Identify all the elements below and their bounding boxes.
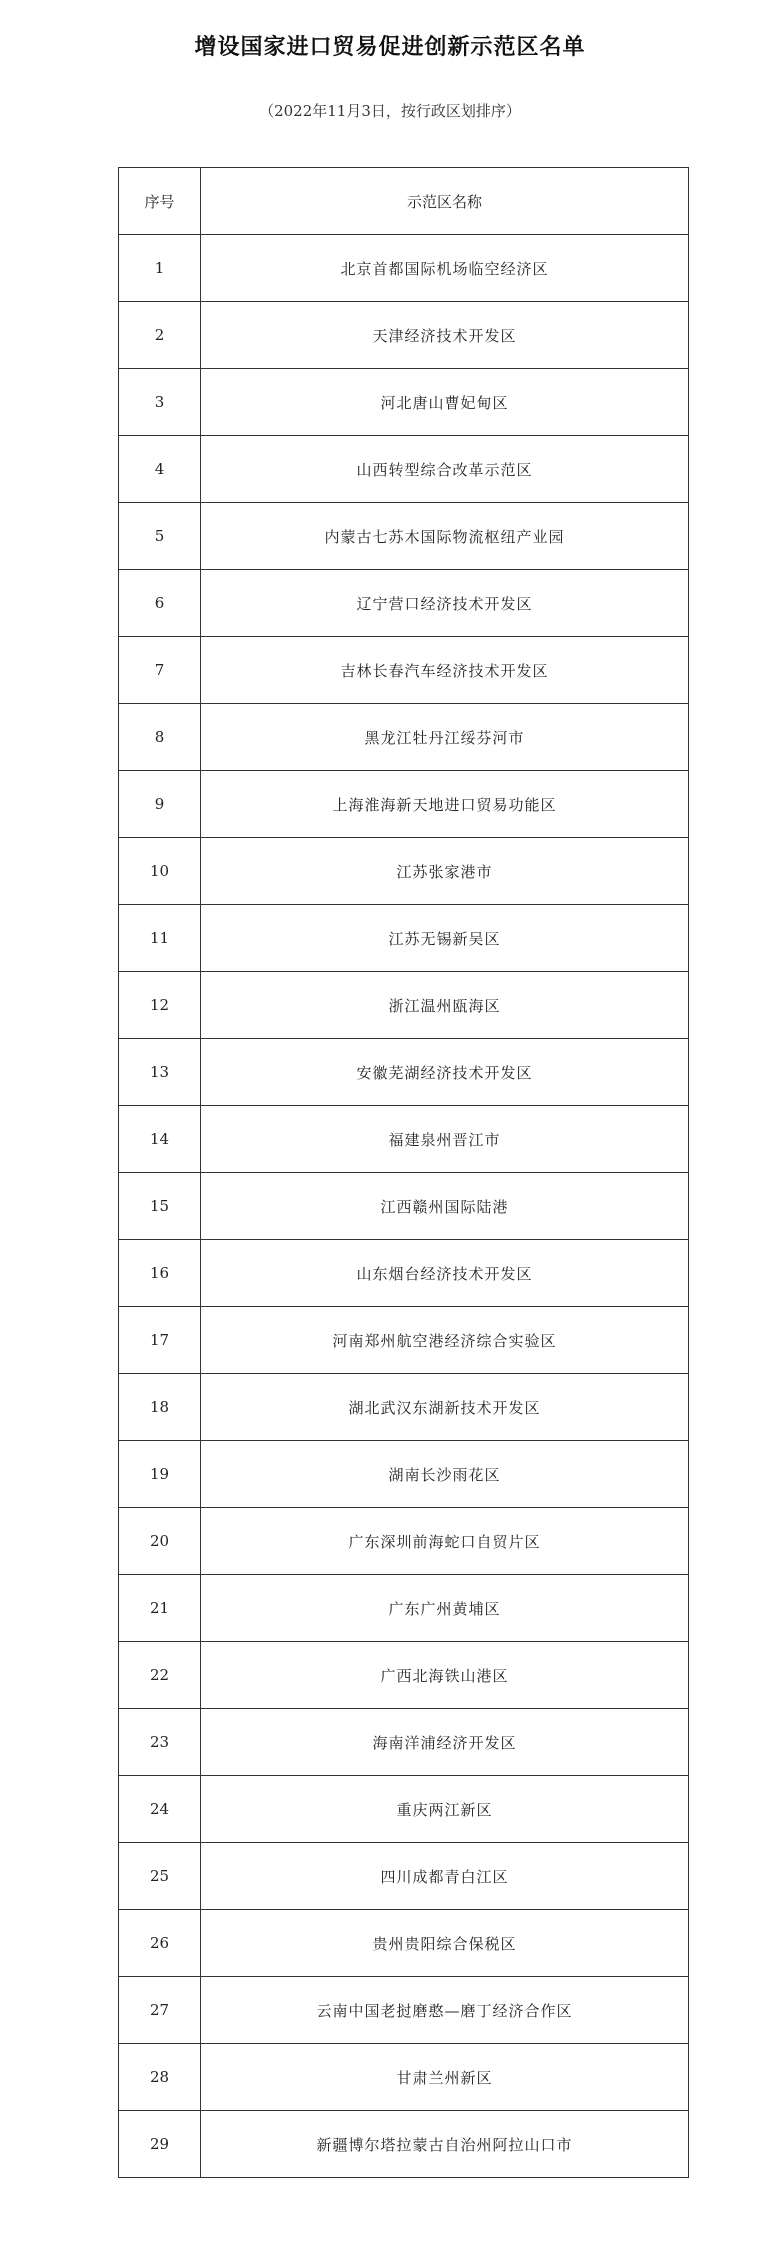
row-serial-number: 10 xyxy=(119,838,201,905)
table-row xyxy=(119,369,689,436)
table-row xyxy=(119,1776,689,1843)
table-row xyxy=(119,1307,689,1374)
table-row xyxy=(119,1575,689,1642)
row-zone-name: 辽宁营口经济技术开发区 xyxy=(201,570,689,637)
table-row xyxy=(119,972,689,1039)
table-header-row xyxy=(119,168,689,235)
table-row xyxy=(119,1441,689,1508)
table-row xyxy=(119,1508,689,1575)
row-zone-name: 四川成都青白江区 xyxy=(201,1843,689,1910)
table-row xyxy=(119,503,689,570)
table-row xyxy=(119,2044,689,2111)
row-serial-number: 17 xyxy=(119,1307,201,1374)
row-zone-name: 上海淮海新天地进口贸易功能区 xyxy=(201,771,689,838)
row-zone-name: 河南郑州航空港经济综合实验区 xyxy=(201,1307,689,1374)
table-row xyxy=(119,1374,689,1441)
row-serial-number: 1 xyxy=(119,235,201,302)
table-row xyxy=(119,302,689,369)
row-zone-name: 安徽芜湖经济技术开发区 xyxy=(201,1039,689,1106)
row-zone-name: 江苏无锡新吴区 xyxy=(201,905,689,972)
table-row xyxy=(119,1240,689,1307)
row-serial-number: 25 xyxy=(119,1843,201,1910)
row-serial-number: 26 xyxy=(119,1910,201,1977)
row-serial-number: 7 xyxy=(119,637,201,704)
row-serial-number: 19 xyxy=(119,1441,201,1508)
row-serial-number: 23 xyxy=(119,1709,201,1776)
table-row xyxy=(119,704,689,771)
row-serial-number: 14 xyxy=(119,1106,201,1173)
row-zone-name: 贵州贵阳综合保税区 xyxy=(201,1910,689,1977)
row-zone-name: 新疆博尔塔拉蒙古自治州阿拉山口市 xyxy=(201,2111,689,2178)
table-row xyxy=(119,771,689,838)
row-serial-number: 29 xyxy=(119,2111,201,2178)
row-serial-number: 11 xyxy=(119,905,201,972)
row-zone-name: 江西赣州国际陆港 xyxy=(201,1173,689,1240)
row-serial-number: 21 xyxy=(119,1575,201,1642)
row-serial-number: 6 xyxy=(119,570,201,637)
row-zone-name: 湖北武汉东湖新技术开发区 xyxy=(201,1374,689,1441)
table-row xyxy=(119,436,689,503)
row-serial-number: 8 xyxy=(119,704,201,771)
row-zone-name: 广东广州黄埔区 xyxy=(201,1575,689,1642)
row-zone-name: 海南洋浦经济开发区 xyxy=(201,1709,689,1776)
table-row xyxy=(119,235,689,302)
row-zone-name: 河北唐山曹妃甸区 xyxy=(201,369,689,436)
header-serial-number: 序号 xyxy=(119,168,201,235)
row-zone-name: 山西转型综合改革示范区 xyxy=(201,436,689,503)
table-row xyxy=(119,1106,689,1173)
document-title: 增设国家进口贸易促进创新示范区名单 xyxy=(194,35,586,60)
row-zone-name: 甘肃兰州新区 xyxy=(201,2044,689,2111)
row-serial-number: 2 xyxy=(119,302,201,369)
row-zone-name: 吉林长春汽车经济技术开发区 xyxy=(201,637,689,704)
row-zone-name: 浙江温州瓯海区 xyxy=(201,972,689,1039)
row-serial-number: 24 xyxy=(119,1776,201,1843)
document-subtitle: （2022年11月3日，按行政区划排序） xyxy=(259,102,521,120)
row-zone-name: 福建泉州晋江市 xyxy=(201,1106,689,1173)
row-serial-number: 12 xyxy=(119,972,201,1039)
row-zone-name: 广西北海铁山港区 xyxy=(201,1642,689,1709)
row-zone-name: 天津经济技术开发区 xyxy=(201,302,689,369)
row-serial-number: 9 xyxy=(119,771,201,838)
row-serial-number: 13 xyxy=(119,1039,201,1106)
row-zone-name: 黑龙江牡丹江绥芬河市 xyxy=(201,704,689,771)
row-zone-name: 江苏张家港市 xyxy=(201,838,689,905)
table-row xyxy=(119,637,689,704)
table-row xyxy=(119,1843,689,1910)
table-row xyxy=(119,1642,689,1709)
table-row xyxy=(119,1039,689,1106)
row-zone-name: 北京首都国际机场临空经济区 xyxy=(201,235,689,302)
row-serial-number: 15 xyxy=(119,1173,201,1240)
table-row xyxy=(119,1173,689,1240)
row-zone-name: 山东烟台经济技术开发区 xyxy=(201,1240,689,1307)
row-zone-name: 内蒙古七苏木国际物流枢纽产业园 xyxy=(201,503,689,570)
row-serial-number: 27 xyxy=(119,1977,201,2044)
table-row xyxy=(119,570,689,637)
row-serial-number: 18 xyxy=(119,1374,201,1441)
demonstration-zone-table xyxy=(118,167,689,2178)
row-zone-name: 重庆两江新区 xyxy=(201,1776,689,1843)
table-row xyxy=(119,838,689,905)
row-serial-number: 28 xyxy=(119,2044,201,2111)
table-row xyxy=(119,1910,689,1977)
row-serial-number: 4 xyxy=(119,436,201,503)
row-serial-number: 3 xyxy=(119,369,201,436)
row-serial-number: 20 xyxy=(119,1508,201,1575)
row-serial-number: 22 xyxy=(119,1642,201,1709)
table-body xyxy=(119,235,689,2178)
row-zone-name: 湖南长沙雨花区 xyxy=(201,1441,689,1508)
row-serial-number: 16 xyxy=(119,1240,201,1307)
row-serial-number: 5 xyxy=(119,503,201,570)
table-row xyxy=(119,2111,689,2178)
table-row xyxy=(119,1709,689,1776)
header-zone-name: 示范区名称 xyxy=(201,168,689,235)
table-row xyxy=(119,1977,689,2044)
table-row xyxy=(119,905,689,972)
row-zone-name: 云南中国老挝磨憨—磨丁经济合作区 xyxy=(201,1977,689,2044)
row-zone-name: 广东深圳前海蛇口自贸片区 xyxy=(201,1508,689,1575)
